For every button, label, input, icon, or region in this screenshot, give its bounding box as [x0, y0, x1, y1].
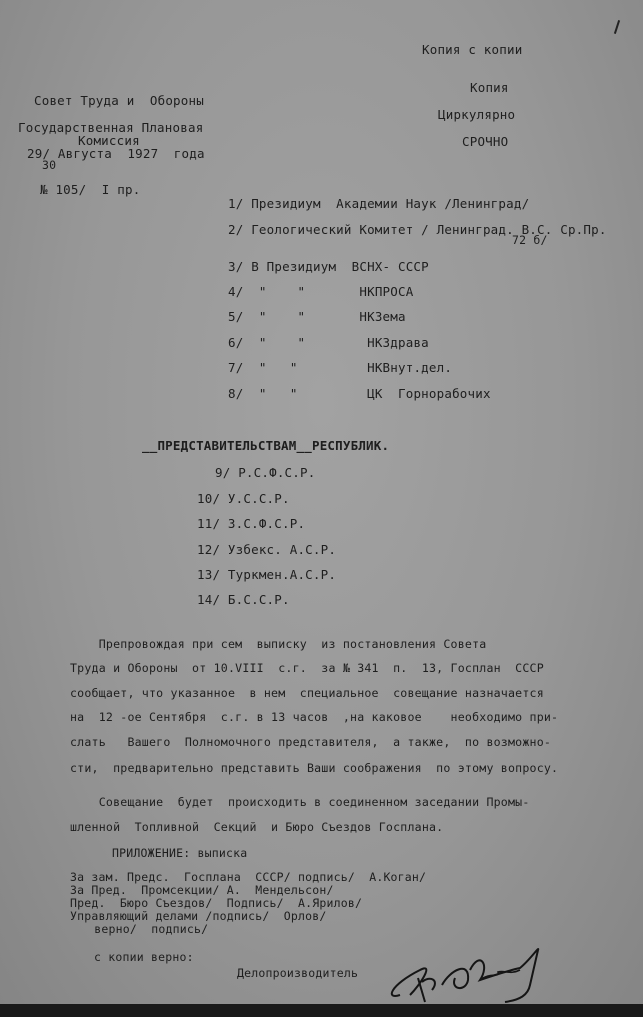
recipient-1: 1/ Президиум Академии Наук /Ленинград/ — [228, 196, 530, 211]
signature-line-4: Управляющий делами /подпись/ Орлов/ — [70, 909, 327, 923]
republic-14: 14/ Б.С.С.Р. — [197, 592, 290, 607]
body-line-5: слать Вашего Полномочного представителя, а также, по возможно- — [70, 735, 552, 749]
body-line-1: Препровождая при сем выписку из постановления Совета — [70, 637, 487, 651]
pen-mark — [614, 20, 620, 34]
page-bottom-edge — [0, 1004, 643, 1017]
signature-line-2: За Пред. Промсекции/ А. Мендельсон/ — [70, 883, 334, 897]
republics-heading: __ПРЕДСТАВИТЕЛЬСТВАМ__РЕСПУБЛИК. — [142, 438, 390, 453]
urgent-label: СРОЧНО — [462, 134, 509, 149]
copy-of-copy-label: Копия с копии — [422, 42, 523, 57]
clerk-label: Делопроизводитель — [237, 966, 359, 980]
recipient-5: 5/ " " НКЗема — [228, 309, 406, 324]
body-line-8: шленной Топливной Секций и Бюро Съездов Госплана. — [70, 820, 444, 834]
body-line-7: Совещание будет происходить в соединенном заседании Промы- — [70, 795, 530, 809]
recipient-8: 8/ " " ЦК Горнорабочих — [228, 386, 491, 401]
recipient-3: 3/ В Президиум ВСНХ- СССР — [228, 259, 429, 274]
copy-label: Копия — [470, 80, 509, 95]
copy-true-label: с копии верно: — [94, 950, 194, 964]
republic-13: 13/ Туркмен.А.С.Р. — [197, 567, 337, 582]
republic-9: 9/ Р.С.Ф.С.Р. — [215, 465, 316, 480]
org-line-2: Государственная Плановая — [18, 120, 204, 135]
document-date-alt: 30 — [42, 158, 57, 172]
body-line-4: на 12 -ое Сентября с.г. в 13 часов ,на каковое необходимо при- — [70, 710, 559, 724]
org-line-3: Комиссия — [78, 133, 140, 148]
signature-line-5: верно/ подпись/ — [80, 922, 209, 936]
appendix-label: ПРИЛОЖЕНИЕ: выписка — [112, 846, 248, 860]
recipient-4: 4/ " " НКПРОСА — [228, 284, 414, 299]
recipient-7: 7/ " " НКВнут.дел. — [228, 360, 453, 375]
recipient-2: 2/ Геологический Комитет / Ленинград. В.С. Ср.Пр. — [228, 222, 607, 237]
document-date: 29/ Августа 1927 года — [27, 146, 205, 161]
handwritten-signature — [380, 940, 560, 1010]
republic-11: 11/ З.С.Ф.С.Р. — [197, 516, 306, 531]
circular-label: Циркулярно — [438, 107, 516, 122]
recipient-2-sub: 72 б/ — [512, 233, 548, 247]
republic-10: 10/ У.С.С.Р. — [197, 491, 290, 506]
republic-12: 12/ Узбекс. А.С.Р. — [197, 542, 337, 557]
document-number: № 105/ I пр. — [40, 182, 141, 197]
signature-line-3: Пред. Бюро Съездов/ Подпись/ А.Ярилов/ — [70, 896, 363, 910]
body-line-2: Труда и Обороны от 10.VIII с.г. за № 341 п. 13, Госплан СССР — [70, 661, 544, 675]
body-line-3: сообщает, что указанное в нем специальное совещание назначается — [70, 686, 544, 700]
body-line-6: сти, предварительно представить Ваши соображения по этому вопросу. — [70, 761, 559, 775]
recipient-6: 6/ " " НКЗдрава — [228, 335, 429, 350]
org-line-1: Совет Труда и Обороны — [34, 93, 204, 108]
signature-line-1: За зам. Предс. Госплана СССР/ подпись/ А.Коган/ — [70, 870, 427, 884]
